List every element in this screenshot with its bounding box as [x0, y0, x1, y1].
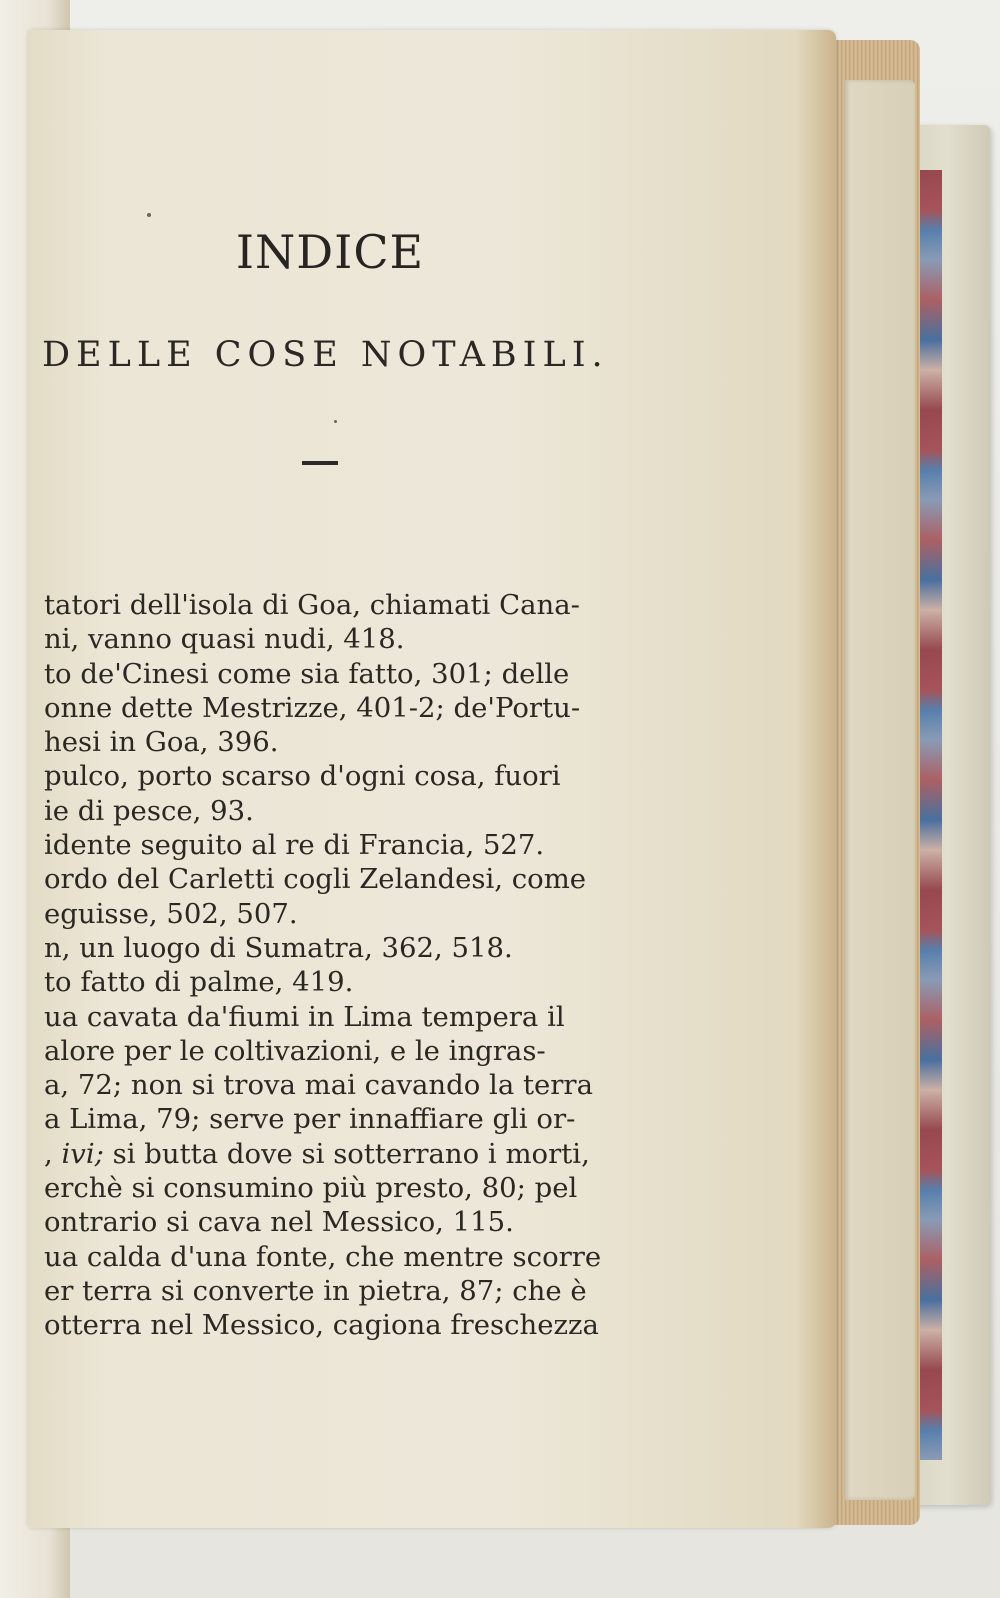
index-entry-line: onne dette Mestrizze, 401-2; de'Portu- [44, 691, 581, 724]
index-entry-line: ua cavata da'fiumi in Lima tempera il [44, 1000, 565, 1033]
index-entry-line: ordo del Carletti cogli Zelandesi, come [44, 863, 587, 896]
index-entry-line: ontrario si cava nel Messico, 115. [44, 1206, 514, 1239]
index-entry-line [44, 1137, 664, 1171]
entry-prefix: , [44, 1137, 62, 1170]
paper-speck [334, 420, 337, 423]
index-entry-line: a Lima, 79; serve per innaffiare gli or- [44, 1103, 576, 1136]
index-entry-line: er terra si converte in pietra, 87; che è [44, 1274, 587, 1307]
index-entry-line: to fatto di palme, 419. [44, 966, 354, 999]
marbled-endpaper [920, 170, 942, 1460]
index-entry-line: tatori dell'isola di Goa, chiamati Cana- [44, 589, 580, 621]
index-entry-line: otterra nel Messico, cagiona freschezza [44, 1309, 599, 1342]
back-pages [845, 80, 915, 1500]
index-entry-line: eguisse, 502, 507. [44, 897, 298, 930]
index-entry-line: ie di pesce, 93. [44, 794, 254, 827]
page-subtitle: DELLE COSE NOTABILI. [42, 335, 609, 375]
index-entry-line: idente seguito al re di Francia, 527. [44, 829, 545, 862]
index-entry-line: pulco, porto scarso d'ogni cosa, fuori [44, 760, 561, 793]
page-title: INDICE [235, 225, 425, 279]
index-entry-line: ua calda d'una fonte, che mentre scorre [44, 1240, 602, 1273]
index-entries [44, 588, 664, 1343]
entry-text: si butta dove si sotterrano i morti, [103, 1137, 590, 1170]
title-separator [302, 461, 338, 465]
index-entry-line: to de'Cinesi come sia fatto, 301; delle [44, 657, 570, 690]
entry-italic: ivi; [61, 1137, 104, 1170]
index-entry-line: hesi in Goa, 396. [44, 726, 279, 759]
index-entry-line: a, 72; non si trova mai cavando la terra [44, 1069, 593, 1102]
index-entry-line: n, un luogo di Sumatra, 362, 518. [44, 931, 513, 964]
paper-speck [147, 213, 151, 217]
index-entry-line: erchè si consumino più presto, 80; pel [44, 1172, 578, 1205]
index-entry-line: alore per le coltivazioni, e le ingras- [44, 1034, 546, 1067]
index-entry-line: ni, vanno quasi nudi, 418. [44, 623, 405, 656]
